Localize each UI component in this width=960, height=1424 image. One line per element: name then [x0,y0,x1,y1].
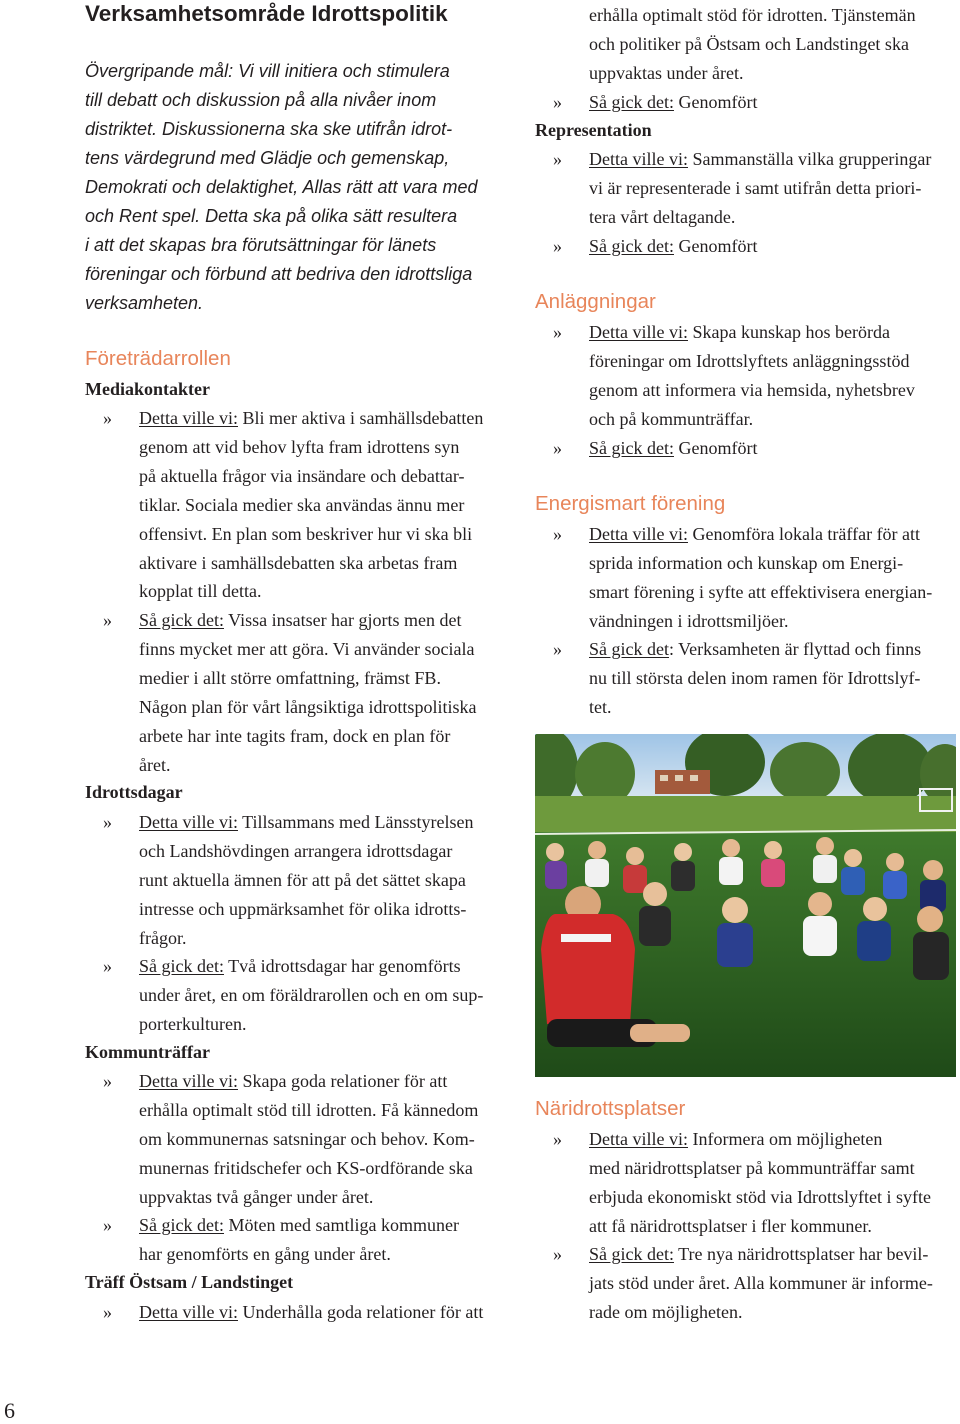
bullet-mark: » [103,956,112,976]
bullet-body: Detta ville vi: Skapa goda relationer för att erhålla optimalt stöd till idrotten. Få kännedom om kommunernas satsningar och behov. Kom- munernas fritidschefer och KS-ordförande ska uppvaktas två gånger under året. [139,1071,479,1207]
bullet-media-plan [85,404,515,607]
bullet-kommun-result [85,1211,515,1269]
bullet-idrottsdagar-plan [85,808,515,953]
bullet-body: Detta ville vi: Sammanställa vilka grupperingar vi är representerade i samt utifrån detta priori- tera vårt deltagande. [589,149,932,227]
label-sa-gick-det: Så gick det [589,639,669,659]
bullet-mark: » [553,322,562,342]
section-title-naridrottsplatser: Näridrottsplatser [535,1097,686,1120]
label-detta-ville-vi: Detta ville vi: [589,149,688,169]
bullet-body: Detta ville vi: Underhålla goda relationer för att [139,1302,484,1322]
intro-line: i att det skapas bra förutsättningar för länets [85,235,437,255]
bullet-idrottsdagar-result [85,952,515,1039]
subsection-title-mediakontakter: Mediakontakter [85,379,210,399]
bullet-media-result [85,606,515,780]
bullet-mark: » [553,1244,562,1264]
section-title-energismart: Energismart förening [535,492,726,515]
bullet-mark: » [553,438,562,458]
bullet-mark: » [103,1215,112,1235]
bullet-mark: » [553,524,562,544]
bullet-energi-plan [535,520,960,636]
bullet-body: Detta ville vi: Informera om möjligheten med näridrottsplatser på kommunträffar samt erbjuda ekonomiskt stöd via Idrottslyftet i syfte att få näridrottsplatser i fler kommuner. [589,1129,931,1236]
intro-line: och Rent spel. Detta ska på olika sätt resultera [85,206,458,226]
bullet-anlaggningar-result [535,434,960,463]
label-detta-ville-vi: Detta ville vi: [139,1071,238,1091]
bullet-body: Detta ville vi: Tillsammans med Länsstyrelsen och Landshövdingen arrangera idrottsdagar runt aktuella ämnen för att på det sättet skapa intresse och uppmärksamhet för olika idrotts- frågor. [139,812,474,948]
label-sa-gick-det: Så gick det: [589,92,674,112]
intro-line: Demokrati och delaktighet, Allas rätt att vara med [85,177,478,197]
intro-line: Övergripande mål: Vi vill initiera och stimulera [85,61,450,81]
intro-line: till debatt och diskussion på alla nivåer inom [85,90,437,110]
label-sa-gick-det: Så gick det: [589,1244,674,1264]
bullet-anlaggningar-plan [535,318,960,434]
bullet-mark: » [553,92,562,112]
label-detta-ville-vi: Detta ville vi: [589,322,688,342]
bullet-representation-plan [535,145,960,232]
intro-line: föreningar och förbund att bedriva den idrottsliga [85,264,473,284]
label-detta-ville-vi: Detta ville vi: [139,1302,238,1322]
bullet-body: erhålla optimalt stöd för idrotten. Tjänstemän och politiker på Östsam och Landstinget ska uppvaktas under året. [589,5,916,83]
subsection-title-representation: Representation [535,120,652,140]
bullet-mark: » [103,610,112,630]
bullet-mark: » [103,812,112,832]
bullet-nar-result [535,1240,960,1327]
bullet-body: Detta ville vi: Skapa kunskap hos berörda föreningar om Idrottslyftets anläggningsstöd genom att informera via hemsida, nyhetsbrev och på kommunträffar. [589,322,915,429]
intro-paragraph [85,57,515,318]
bullet-body: Så gick det: Möten med samtliga kommuner har genomförts en gång under året. [139,1215,459,1264]
label-sa-gick-det: Så gick det: [589,236,674,256]
bullet-energi-result [535,635,960,722]
bullet-mark: » [553,236,562,256]
intro-line: tens värdegrund med Glädje och gemenskap, [85,148,450,168]
label-sa-gick-det: Så gick det: [139,956,224,976]
bullet-mark: » [103,1302,112,1322]
photo-children-on-sports-field [535,734,956,1077]
bullet-body: Detta ville vi: Bli mer aktiva i samhällsdebatten genom att vid behov lyfta fram idrottens syn på aktuella frågor via insändare och debattar- tiklar. Sociala medier ska användas ännu mer offensivt. En plan som beskriver hur vi ska bli aktivare i samhällsdebatten ska arbetas fram kopplat till detta. [139,408,484,602]
section-title-foretradarrollen: Företrädarrollen [85,347,231,370]
subsection-title-kommuntraffar: Kommunträffar [85,1042,210,1062]
label-detta-ville-vi: Detta ville vi: [139,812,238,832]
label-detta-ville-vi: Detta ville vi: [589,1129,688,1149]
bullet-body: Så gick det: Tre nya näridrottsplatser har bevil- jats stöd under året. Alla kommuner är informe- rade om möjligheten. [589,1244,933,1322]
bullet-body: Så gick det: Två idrottsdagar har genomförts under året, en om föräldrarollen och en om sup- porterkulturen. [139,956,484,1034]
bullet-kommun-plan [85,1067,515,1212]
bullet-body: Så gick det: Vissa insatser har gjorts men det finns mycket mer att göra. Vi använder sociala medier i allt större omfattning, främst FB. Någon plan för vårt långsiktiga idrottspolitiska arbete har inte tagits fram, dock en plan för året. [139,610,477,775]
bullet-representation-result [535,232,960,261]
page-title: Verksamhetsområde Idrottspolitik [85,1,448,26]
bullet-traff-result [535,88,960,117]
bullet-mark: » [553,639,562,659]
bullet-body: Så gick det: Genomfört [589,438,758,458]
page-number: 6 [4,1398,15,1423]
bullet-mark: » [553,149,562,169]
bullet-nar-plan [535,1125,960,1241]
label-sa-gick-det: Så gick det: [589,438,674,458]
bullet-mark: » [103,408,112,428]
photo-illustration [535,734,956,1077]
subsection-title-traff-ostsam: Träff Östsam / Landstinget [85,1272,294,1292]
bullet-body: Så gick det: Genomfört [589,236,758,256]
bullet-mark: » [553,1129,562,1149]
bullet-body: Så gick det: Verksamheten är flyttad och finns nu till största delen inom ramen för Idrottslyf- tet. [589,639,922,717]
bullet-mark: » [103,1071,112,1091]
traff-continuation [535,1,960,88]
label-sa-gick-det: Så gick det: [139,610,224,630]
subsection-title-idrottsdagar: Idrottsdagar [85,782,183,802]
section-title-anlaggningar: Anläggningar [535,290,656,313]
bullet-body: Detta ville vi: Genomföra lokala träffar för att sprida information och kunskap om Energi- smart förening i syfte att effektivisera energian- vändningen i idrottsmiljöer. [589,524,933,631]
label-detta-ville-vi: Detta ville vi: [139,408,238,428]
bullet-traff-plan [85,1298,515,1327]
intro-line: distriktet. Diskussionerna ska ske utifrån idrot- [85,119,453,139]
label-detta-ville-vi: Detta ville vi: [589,524,688,544]
label-sa-gick-det: Så gick det: [139,1215,224,1235]
bullet-body: Så gick det: Genomfört [589,92,758,112]
intro-line: verksamheten. [85,293,204,313]
